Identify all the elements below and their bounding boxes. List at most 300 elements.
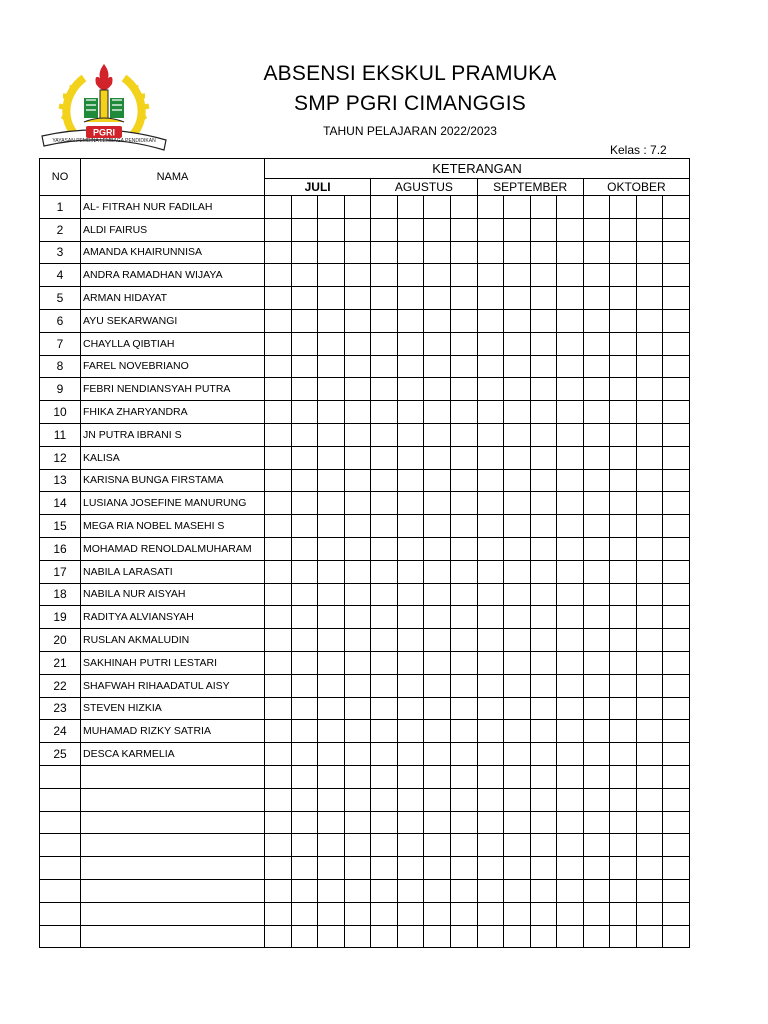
attendance-cell[interactable]: [583, 446, 610, 469]
attendance-cell[interactable]: [318, 925, 345, 948]
attendance-cell[interactable]: [504, 902, 531, 925]
attendance-cell[interactable]: [424, 378, 451, 401]
attendance-cell[interactable]: [583, 811, 610, 834]
attendance-cell[interactable]: [344, 241, 371, 264]
attendance-cell[interactable]: [530, 834, 557, 857]
attendance-cell[interactable]: [610, 560, 637, 583]
attendance-cell[interactable]: [344, 629, 371, 652]
attendance-cell[interactable]: [583, 537, 610, 560]
attendance-cell[interactable]: [610, 857, 637, 880]
attendance-cell[interactable]: [344, 287, 371, 310]
attendance-cell[interactable]: [530, 697, 557, 720]
attendance-cell[interactable]: [450, 811, 477, 834]
attendance-cell[interactable]: [530, 241, 557, 264]
attendance-cell[interactable]: [610, 241, 637, 264]
attendance-cell[interactable]: [636, 355, 663, 378]
attendance-cell[interactable]: [291, 765, 318, 788]
attendance-cell[interactable]: [530, 765, 557, 788]
attendance-cell[interactable]: [636, 651, 663, 674]
attendance-cell[interactable]: [504, 651, 531, 674]
attendance-cell[interactable]: [610, 811, 637, 834]
attendance-cell[interactable]: [583, 378, 610, 401]
attendance-cell[interactable]: [610, 515, 637, 538]
attendance-cell[interactable]: [265, 788, 292, 811]
attendance-cell[interactable]: [583, 674, 610, 697]
attendance-cell[interactable]: [424, 241, 451, 264]
attendance-cell[interactable]: [397, 674, 424, 697]
attendance-cell[interactable]: [344, 765, 371, 788]
attendance-cell[interactable]: [291, 834, 318, 857]
attendance-cell[interactable]: [265, 720, 292, 743]
attendance-cell[interactable]: [530, 378, 557, 401]
attendance-cell[interactable]: [318, 674, 345, 697]
attendance-cell[interactable]: [397, 287, 424, 310]
attendance-cell[interactable]: [530, 537, 557, 560]
attendance-cell[interactable]: [530, 925, 557, 948]
attendance-cell[interactable]: [504, 720, 531, 743]
attendance-cell[interactable]: [291, 264, 318, 287]
attendance-cell[interactable]: [424, 697, 451, 720]
attendance-cell[interactable]: [557, 697, 584, 720]
attendance-cell[interactable]: [318, 355, 345, 378]
attendance-cell[interactable]: [610, 583, 637, 606]
attendance-cell[interactable]: [530, 811, 557, 834]
attendance-cell[interactable]: [424, 583, 451, 606]
attendance-cell[interactable]: [450, 629, 477, 652]
attendance-cell[interactable]: [663, 332, 690, 355]
attendance-cell[interactable]: [344, 674, 371, 697]
attendance-cell[interactable]: [504, 583, 531, 606]
attendance-cell[interactable]: [291, 241, 318, 264]
attendance-cell[interactable]: [557, 196, 584, 219]
attendance-cell[interactable]: [371, 423, 398, 446]
attendance-cell[interactable]: [557, 720, 584, 743]
attendance-cell[interactable]: [291, 196, 318, 219]
attendance-cell[interactable]: [477, 241, 504, 264]
attendance-cell[interactable]: [265, 401, 292, 424]
attendance-cell[interactable]: [450, 309, 477, 332]
attendance-cell[interactable]: [265, 515, 292, 538]
attendance-cell[interactable]: [397, 651, 424, 674]
attendance-cell[interactable]: [450, 355, 477, 378]
attendance-cell[interactable]: [610, 423, 637, 446]
attendance-cell[interactable]: [557, 879, 584, 902]
attendance-cell[interactable]: [477, 218, 504, 241]
attendance-cell[interactable]: [397, 834, 424, 857]
attendance-cell[interactable]: [265, 834, 292, 857]
attendance-cell[interactable]: [291, 492, 318, 515]
attendance-cell[interactable]: [583, 241, 610, 264]
attendance-cell[interactable]: [477, 629, 504, 652]
attendance-cell[interactable]: [291, 651, 318, 674]
attendance-cell[interactable]: [371, 834, 398, 857]
attendance-cell[interactable]: [265, 469, 292, 492]
attendance-cell[interactable]: [663, 925, 690, 948]
attendance-cell[interactable]: [504, 788, 531, 811]
attendance-cell[interactable]: [504, 834, 531, 857]
attendance-cell[interactable]: [450, 287, 477, 310]
attendance-cell[interactable]: [477, 492, 504, 515]
attendance-cell[interactable]: [557, 446, 584, 469]
attendance-cell[interactable]: [636, 765, 663, 788]
attendance-cell[interactable]: [344, 355, 371, 378]
attendance-cell[interactable]: [265, 560, 292, 583]
attendance-cell[interactable]: [291, 560, 318, 583]
attendance-cell[interactable]: [663, 423, 690, 446]
attendance-cell[interactable]: [530, 651, 557, 674]
attendance-cell[interactable]: [450, 651, 477, 674]
attendance-cell[interactable]: [610, 469, 637, 492]
attendance-cell[interactable]: [557, 355, 584, 378]
attendance-cell[interactable]: [450, 537, 477, 560]
attendance-cell[interactable]: [583, 515, 610, 538]
attendance-cell[interactable]: [371, 811, 398, 834]
attendance-cell[interactable]: [371, 446, 398, 469]
attendance-cell[interactable]: [424, 446, 451, 469]
attendance-cell[interactable]: [450, 925, 477, 948]
attendance-cell[interactable]: [610, 879, 637, 902]
attendance-cell[interactable]: [344, 743, 371, 766]
attendance-cell[interactable]: [344, 492, 371, 515]
attendance-cell[interactable]: [371, 720, 398, 743]
attendance-cell[interactable]: [344, 583, 371, 606]
attendance-cell[interactable]: [424, 720, 451, 743]
attendance-cell[interactable]: [371, 857, 398, 880]
attendance-cell[interactable]: [557, 241, 584, 264]
attendance-cell[interactable]: [397, 332, 424, 355]
attendance-cell[interactable]: [477, 879, 504, 902]
attendance-cell[interactable]: [397, 857, 424, 880]
attendance-cell[interactable]: [265, 902, 292, 925]
attendance-cell[interactable]: [424, 811, 451, 834]
attendance-cell[interactable]: [504, 515, 531, 538]
attendance-cell[interactable]: [583, 332, 610, 355]
attendance-cell[interactable]: [663, 720, 690, 743]
attendance-cell[interactable]: [636, 629, 663, 652]
attendance-cell[interactable]: [371, 355, 398, 378]
attendance-cell[interactable]: [477, 606, 504, 629]
attendance-cell[interactable]: [291, 857, 318, 880]
attendance-cell[interactable]: [397, 218, 424, 241]
attendance-cell[interactable]: [371, 606, 398, 629]
attendance-cell[interactable]: [477, 196, 504, 219]
attendance-cell[interactable]: [557, 401, 584, 424]
attendance-cell[interactable]: [583, 469, 610, 492]
attendance-cell[interactable]: [450, 720, 477, 743]
attendance-cell[interactable]: [557, 332, 584, 355]
attendance-cell[interactable]: [583, 720, 610, 743]
attendance-cell[interactable]: [424, 902, 451, 925]
attendance-cell[interactable]: [636, 697, 663, 720]
attendance-cell[interactable]: [504, 218, 531, 241]
attendance-cell[interactable]: [477, 560, 504, 583]
attendance-cell[interactable]: [610, 606, 637, 629]
attendance-cell[interactable]: [610, 629, 637, 652]
attendance-cell[interactable]: [344, 515, 371, 538]
attendance-cell[interactable]: [636, 560, 663, 583]
attendance-cell[interactable]: [265, 492, 292, 515]
attendance-cell[interactable]: [530, 355, 557, 378]
attendance-cell[interactable]: [265, 355, 292, 378]
attendance-cell[interactable]: [371, 743, 398, 766]
attendance-cell[interactable]: [504, 765, 531, 788]
attendance-cell[interactable]: [610, 218, 637, 241]
attendance-cell[interactable]: [424, 834, 451, 857]
attendance-cell[interactable]: [557, 423, 584, 446]
attendance-cell[interactable]: [663, 515, 690, 538]
attendance-cell[interactable]: [424, 537, 451, 560]
attendance-cell[interactable]: [557, 287, 584, 310]
attendance-cell[interactable]: [424, 218, 451, 241]
attendance-cell[interactable]: [318, 332, 345, 355]
attendance-cell[interactable]: [424, 423, 451, 446]
attendance-cell[interactable]: [477, 264, 504, 287]
attendance-cell[interactable]: [265, 697, 292, 720]
attendance-cell[interactable]: [318, 857, 345, 880]
attendance-cell[interactable]: [477, 743, 504, 766]
attendance-cell[interactable]: [318, 811, 345, 834]
attendance-cell[interactable]: [557, 378, 584, 401]
attendance-cell[interactable]: [663, 834, 690, 857]
attendance-cell[interactable]: [318, 651, 345, 674]
attendance-cell[interactable]: [504, 606, 531, 629]
attendance-cell[interactable]: [477, 651, 504, 674]
attendance-cell[interactable]: [424, 788, 451, 811]
attendance-cell[interactable]: [477, 925, 504, 948]
attendance-cell[interactable]: [636, 309, 663, 332]
attendance-cell[interactable]: [504, 401, 531, 424]
attendance-cell[interactable]: [318, 378, 345, 401]
attendance-cell[interactable]: [504, 309, 531, 332]
attendance-cell[interactable]: [424, 401, 451, 424]
attendance-cell[interactable]: [397, 469, 424, 492]
attendance-cell[interactable]: [636, 857, 663, 880]
attendance-cell[interactable]: [344, 196, 371, 219]
attendance-cell[interactable]: [318, 446, 345, 469]
attendance-cell[interactable]: [318, 241, 345, 264]
attendance-cell[interactable]: [424, 287, 451, 310]
attendance-cell[interactable]: [663, 218, 690, 241]
attendance-cell[interactable]: [583, 423, 610, 446]
attendance-cell[interactable]: [265, 583, 292, 606]
attendance-cell[interactable]: [663, 537, 690, 560]
attendance-cell[interactable]: [610, 287, 637, 310]
attendance-cell[interactable]: [583, 560, 610, 583]
attendance-cell[interactable]: [450, 401, 477, 424]
attendance-cell[interactable]: [344, 720, 371, 743]
attendance-cell[interactable]: [450, 378, 477, 401]
attendance-cell[interactable]: [318, 423, 345, 446]
attendance-cell[interactable]: [663, 560, 690, 583]
attendance-cell[interactable]: [583, 697, 610, 720]
attendance-cell[interactable]: [530, 218, 557, 241]
attendance-cell[interactable]: [318, 401, 345, 424]
attendance-cell[interactable]: [291, 674, 318, 697]
attendance-cell[interactable]: [636, 423, 663, 446]
attendance-cell[interactable]: [583, 309, 610, 332]
attendance-cell[interactable]: [397, 583, 424, 606]
attendance-cell[interactable]: [397, 492, 424, 515]
attendance-cell[interactable]: [318, 492, 345, 515]
attendance-cell[interactable]: [265, 811, 292, 834]
attendance-cell[interactable]: [371, 492, 398, 515]
attendance-cell[interactable]: [265, 309, 292, 332]
attendance-cell[interactable]: [504, 743, 531, 766]
attendance-cell[interactable]: [477, 469, 504, 492]
attendance-cell[interactable]: [557, 218, 584, 241]
attendance-cell[interactable]: [397, 264, 424, 287]
attendance-cell[interactable]: [636, 583, 663, 606]
attendance-cell[interactable]: [530, 492, 557, 515]
attendance-cell[interactable]: [344, 423, 371, 446]
attendance-cell[interactable]: [344, 469, 371, 492]
attendance-cell[interactable]: [397, 788, 424, 811]
attendance-cell[interactable]: [663, 765, 690, 788]
attendance-cell[interactable]: [636, 492, 663, 515]
attendance-cell[interactable]: [371, 629, 398, 652]
attendance-cell[interactable]: [636, 196, 663, 219]
attendance-cell[interactable]: [344, 902, 371, 925]
attendance-cell[interactable]: [397, 902, 424, 925]
attendance-cell[interactable]: [318, 309, 345, 332]
attendance-cell[interactable]: [477, 857, 504, 880]
attendance-cell[interactable]: [663, 879, 690, 902]
attendance-cell[interactable]: [371, 401, 398, 424]
attendance-cell[interactable]: [477, 697, 504, 720]
attendance-cell[interactable]: [583, 218, 610, 241]
attendance-cell[interactable]: [265, 765, 292, 788]
attendance-cell[interactable]: [610, 378, 637, 401]
attendance-cell[interactable]: [610, 765, 637, 788]
attendance-cell[interactable]: [371, 925, 398, 948]
attendance-cell[interactable]: [424, 674, 451, 697]
attendance-cell[interactable]: [450, 765, 477, 788]
attendance-cell[interactable]: [636, 834, 663, 857]
attendance-cell[interactable]: [344, 446, 371, 469]
attendance-cell[interactable]: [291, 401, 318, 424]
attendance-cell[interactable]: [663, 355, 690, 378]
attendance-cell[interactable]: [477, 765, 504, 788]
attendance-cell[interactable]: [530, 857, 557, 880]
attendance-cell[interactable]: [344, 401, 371, 424]
attendance-cell[interactable]: [530, 743, 557, 766]
attendance-cell[interactable]: [530, 423, 557, 446]
attendance-cell[interactable]: [450, 879, 477, 902]
attendance-cell[interactable]: [371, 537, 398, 560]
attendance-cell[interactable]: [318, 629, 345, 652]
attendance-cell[interactable]: [318, 515, 345, 538]
attendance-cell[interactable]: [291, 332, 318, 355]
attendance-cell[interactable]: [504, 332, 531, 355]
attendance-cell[interactable]: [344, 264, 371, 287]
attendance-cell[interactable]: [663, 902, 690, 925]
attendance-cell[interactable]: [557, 583, 584, 606]
attendance-cell[interactable]: [663, 606, 690, 629]
attendance-cell[interactable]: [291, 902, 318, 925]
attendance-cell[interactable]: [450, 902, 477, 925]
attendance-cell[interactable]: [424, 492, 451, 515]
attendance-cell[interactable]: [557, 629, 584, 652]
attendance-cell[interactable]: [663, 651, 690, 674]
attendance-cell[interactable]: [318, 560, 345, 583]
attendance-cell[interactable]: [265, 743, 292, 766]
attendance-cell[interactable]: [371, 674, 398, 697]
attendance-cell[interactable]: [583, 629, 610, 652]
attendance-cell[interactable]: [424, 651, 451, 674]
attendance-cell[interactable]: [583, 583, 610, 606]
attendance-cell[interactable]: [610, 651, 637, 674]
attendance-cell[interactable]: [610, 355, 637, 378]
attendance-cell[interactable]: [557, 743, 584, 766]
attendance-cell[interactable]: [504, 446, 531, 469]
attendance-cell[interactable]: [477, 287, 504, 310]
attendance-cell[interactable]: [636, 446, 663, 469]
attendance-cell[interactable]: [424, 765, 451, 788]
attendance-cell[interactable]: [318, 879, 345, 902]
attendance-cell[interactable]: [265, 629, 292, 652]
attendance-cell[interactable]: [291, 788, 318, 811]
attendance-cell[interactable]: [397, 765, 424, 788]
attendance-cell[interactable]: [583, 765, 610, 788]
attendance-cell[interactable]: [636, 720, 663, 743]
attendance-cell[interactable]: [265, 606, 292, 629]
attendance-cell[interactable]: [424, 515, 451, 538]
attendance-cell[interactable]: [583, 857, 610, 880]
attendance-cell[interactable]: [663, 743, 690, 766]
attendance-cell[interactable]: [477, 720, 504, 743]
attendance-cell[interactable]: [450, 515, 477, 538]
attendance-cell[interactable]: [291, 537, 318, 560]
attendance-cell[interactable]: [371, 196, 398, 219]
attendance-cell[interactable]: [504, 241, 531, 264]
attendance-cell[interactable]: [530, 902, 557, 925]
attendance-cell[interactable]: [265, 196, 292, 219]
attendance-cell[interactable]: [610, 902, 637, 925]
attendance-cell[interactable]: [636, 674, 663, 697]
attendance-cell[interactable]: [450, 697, 477, 720]
attendance-cell[interactable]: [318, 469, 345, 492]
attendance-cell[interactable]: [636, 902, 663, 925]
attendance-cell[interactable]: [504, 492, 531, 515]
attendance-cell[interactable]: [636, 743, 663, 766]
attendance-cell[interactable]: [397, 196, 424, 219]
attendance-cell[interactable]: [450, 834, 477, 857]
attendance-cell[interactable]: [477, 674, 504, 697]
attendance-cell[interactable]: [583, 401, 610, 424]
attendance-cell[interactable]: [318, 788, 345, 811]
attendance-cell[interactable]: [663, 788, 690, 811]
attendance-cell[interactable]: [318, 537, 345, 560]
attendance-cell[interactable]: [450, 857, 477, 880]
attendance-cell[interactable]: [450, 196, 477, 219]
attendance-cell[interactable]: [663, 629, 690, 652]
attendance-cell[interactable]: [610, 446, 637, 469]
attendance-cell[interactable]: [636, 515, 663, 538]
attendance-cell[interactable]: [318, 218, 345, 241]
attendance-cell[interactable]: [530, 332, 557, 355]
attendance-cell[interactable]: [557, 765, 584, 788]
attendance-cell[interactable]: [610, 196, 637, 219]
attendance-cell[interactable]: [318, 765, 345, 788]
attendance-cell[interactable]: [610, 788, 637, 811]
attendance-cell[interactable]: [371, 583, 398, 606]
attendance-cell[interactable]: [504, 879, 531, 902]
attendance-cell[interactable]: [344, 560, 371, 583]
attendance-cell[interactable]: [557, 264, 584, 287]
attendance-cell[interactable]: [397, 879, 424, 902]
attendance-cell[interactable]: [610, 743, 637, 766]
attendance-cell[interactable]: [557, 469, 584, 492]
